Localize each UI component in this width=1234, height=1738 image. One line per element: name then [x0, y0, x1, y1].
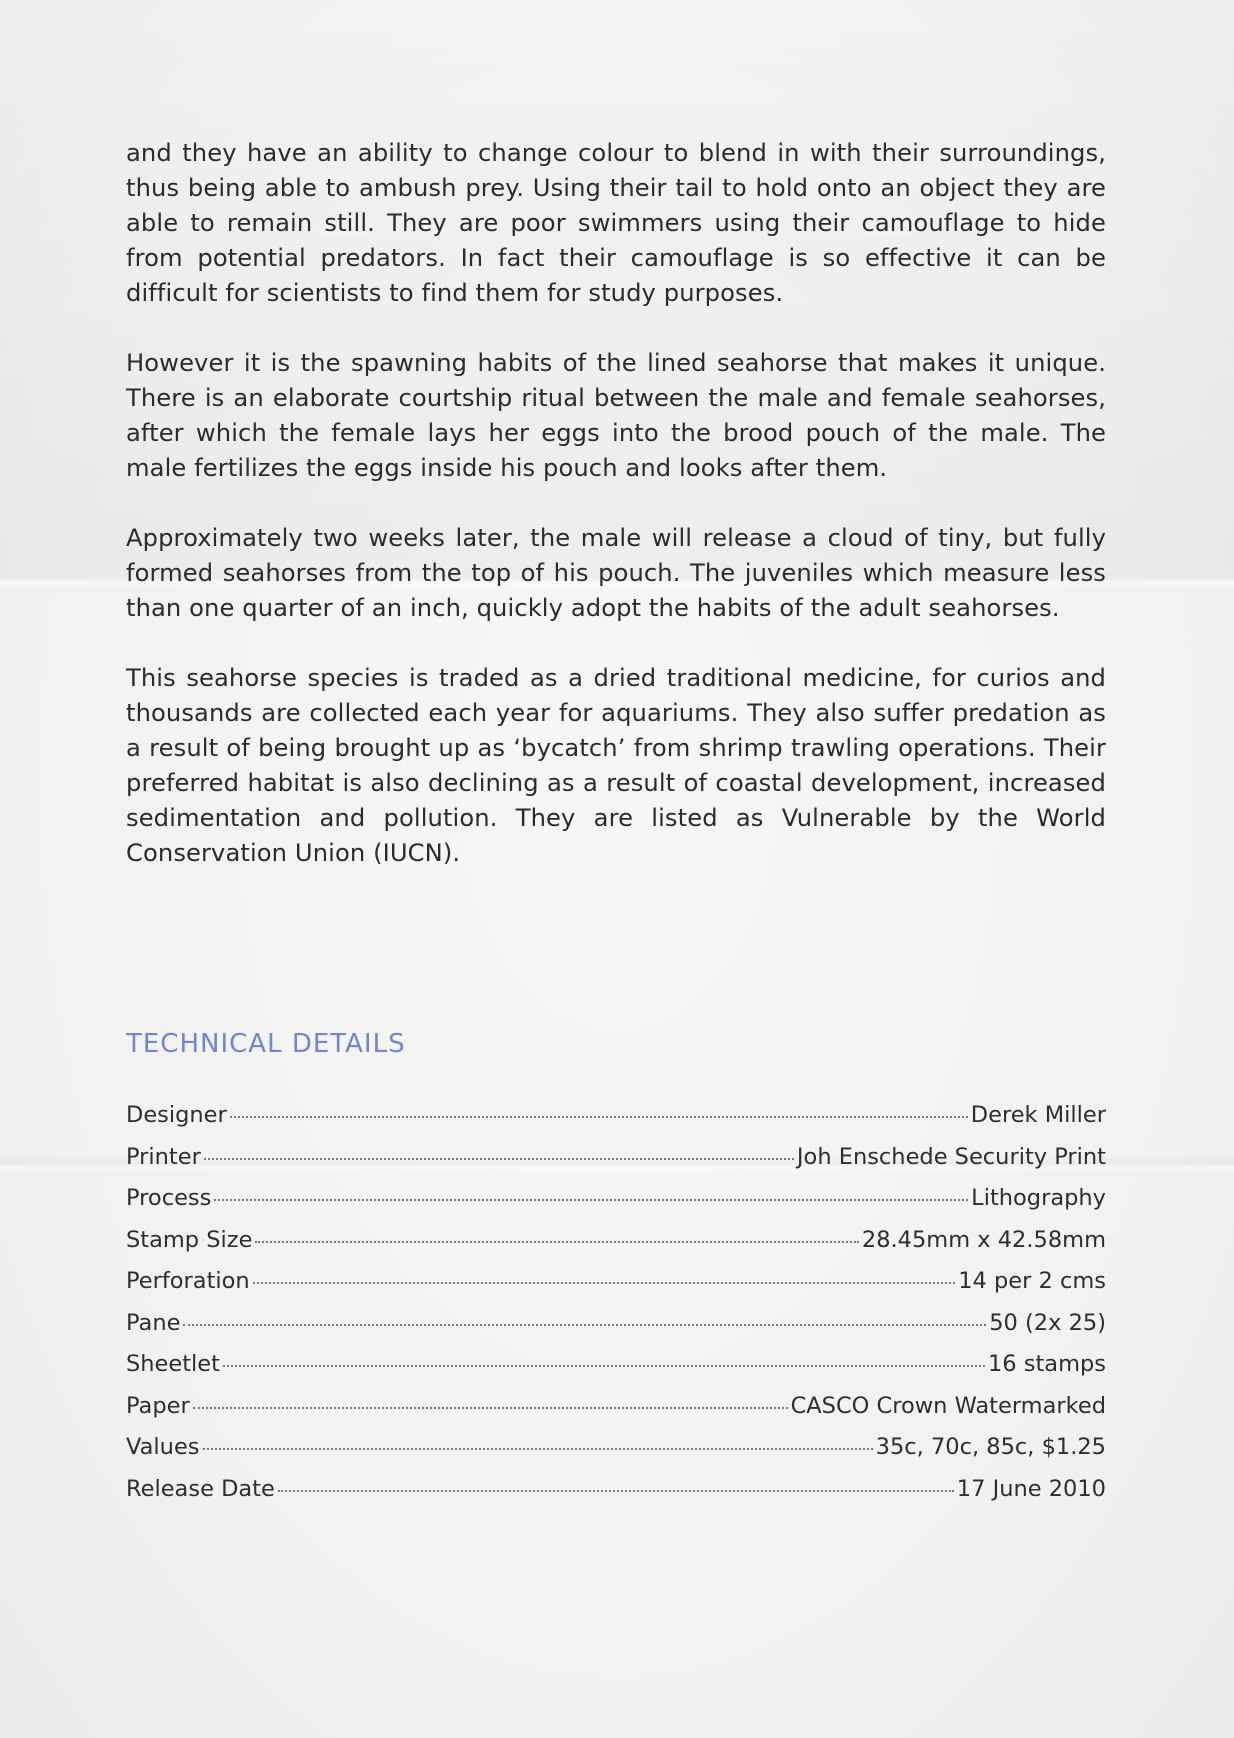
- detail-row-sheetlet: [126, 1351, 1106, 1393]
- detail-row-perforation: [126, 1268, 1106, 1310]
- detail-label: Designer: [126, 1102, 227, 1128]
- paragraph-juveniles: Approximately two weeks later, the male will release a cloud of tiny, but fully formed seahorses from the top of his pouch. The juveniles which measure less than one quarter of an inch, quickly adopt the habits of the adult seahorses.: [126, 524, 1106, 622]
- dotted-leader: [183, 1324, 986, 1326]
- detail-row-paper: [126, 1393, 1106, 1435]
- paragraph-camouflage: and they have an ability to change colour to blend in with their surroundings, thus being able to ambush prey. Using their tail to hold onto an object they are able to remain still. They are poor swimmers using their camouflage to hide from potential predators. In fact their camouflage is so effective it can be difficult for scientists to find them for study purposes.: [126, 139, 1106, 307]
- dotted-leader: [253, 1282, 956, 1284]
- dotted-leader: [278, 1490, 954, 1492]
- detail-row-release-date: [126, 1476, 1106, 1518]
- detail-value: 35c, 70c, 85c, $1.25: [875, 1434, 1106, 1460]
- detail-value: Joh Enschede Security Print: [796, 1143, 1106, 1170]
- dotted-leader: [204, 1158, 794, 1160]
- detail-value: Lithography: [971, 1185, 1106, 1211]
- detail-row-values: [126, 1434, 1106, 1476]
- detail-label: Pane: [126, 1309, 181, 1336]
- detail-row-designer: [126, 1102, 1106, 1144]
- dotted-leader: [193, 1407, 788, 1409]
- detail-label: Sheetlet: [126, 1351, 220, 1377]
- detail-row-process: [126, 1185, 1106, 1227]
- detail-label: Printer: [126, 1143, 201, 1170]
- technical-details-heading: TECHNICAL DETAILS: [126, 1029, 406, 1059]
- paragraph-threats: This seahorse species is traded as a dried traditional medicine, for curios and thousands are collected each year for aquariums. They also suffer predation as a result of being brought up as ‘bycatch’ from shrimp trawling operations. Their preferred habitat is also declining as a result of coastal development, increased sedimentation and pollution. They are listed as Vulnerable by the World Conservation Union (IUCN).: [126, 664, 1106, 867]
- detail-label: Release Date: [126, 1475, 275, 1502]
- detail-label: Stamp Size: [126, 1226, 253, 1253]
- paragraph-spawning: However it is the spawning habits of the lined seahorse that makes it unique. There is an elaborate courtship ritual between the male and female seahorses, after which the female lays her eggs into the brood pouch of the male. The male fertilizes the eggs inside his pouch and looks after them.: [126, 349, 1106, 482]
- detail-row-stamp-size: [126, 1227, 1106, 1269]
- detail-label: Process: [126, 1185, 212, 1211]
- detail-value: 16 stamps: [987, 1351, 1106, 1377]
- detail-label: Values: [126, 1434, 200, 1460]
- detail-value: 14 per 2 cms: [958, 1268, 1106, 1294]
- detail-value: 17 June 2010: [956, 1475, 1106, 1502]
- dotted-leader: [230, 1116, 968, 1118]
- detail-value: CASCO Crown Watermarked: [790, 1392, 1106, 1419]
- dotted-leader: [223, 1365, 985, 1367]
- dotted-leader: [203, 1448, 873, 1450]
- dotted-leader: [255, 1241, 858, 1243]
- dotted-leader: [214, 1199, 968, 1201]
- detail-label: Perforation: [126, 1268, 250, 1294]
- technical-details-list: [126, 1102, 1106, 1517]
- detail-value: 50 (2x 25): [989, 1309, 1106, 1336]
- body-text: [126, 136, 1106, 906]
- detail-row-printer: [126, 1144, 1106, 1186]
- detail-value: 28.45mm x 42.58mm: [861, 1226, 1106, 1253]
- detail-value: Derek Miller: [970, 1102, 1106, 1128]
- detail-row-pane: [126, 1310, 1106, 1352]
- detail-label: Paper: [126, 1392, 190, 1419]
